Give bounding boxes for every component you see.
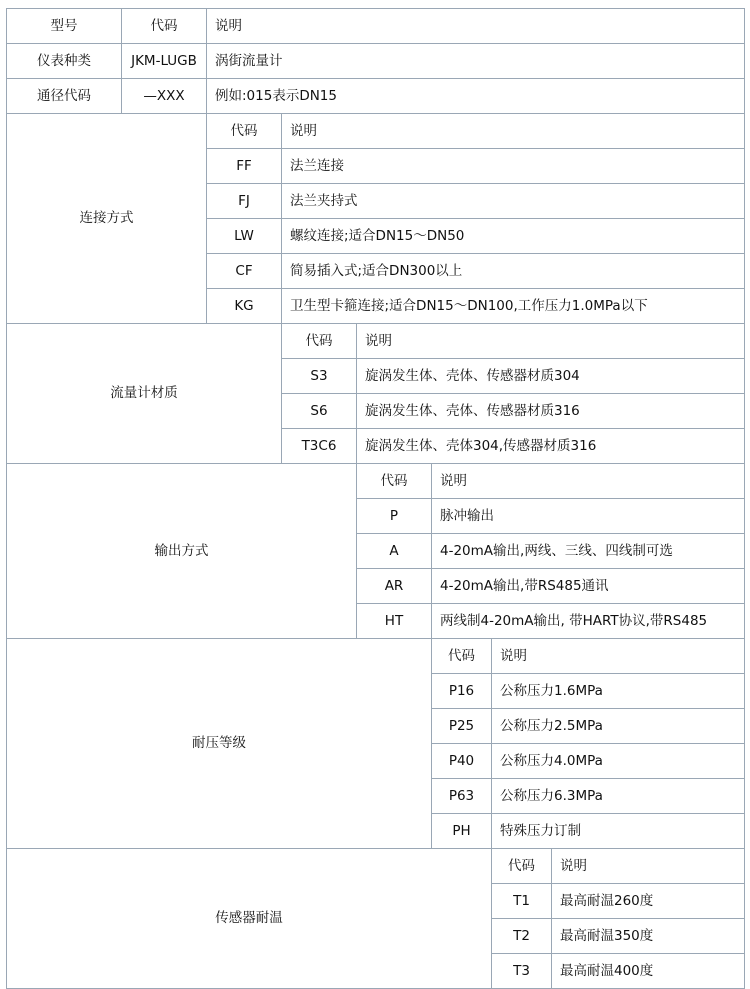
item-desc: 公称压力1.6MPa — [492, 674, 745, 709]
item-desc: 公称压力4.0MPa — [492, 744, 745, 779]
subheader-code-output: 代码 — [357, 464, 432, 499]
subheader-code-pressure: 代码 — [432, 639, 492, 674]
subheader-desc-output: 说明 — [432, 464, 745, 499]
section-subheader-row — [7, 324, 745, 359]
item-desc: 公称压力6.3MPa — [492, 779, 745, 814]
item-code: S3 — [282, 359, 357, 394]
table-header-row — [7, 9, 745, 44]
table-row — [7, 44, 745, 79]
item-desc: 简易插入式;适合DN300以上 — [282, 254, 745, 289]
section-subheader-row — [7, 464, 745, 499]
header-desc: 说明 — [207, 9, 745, 44]
item-desc: 最高耐温400度 — [552, 954, 745, 989]
header-code: 代码 — [122, 9, 207, 44]
item-code: PH — [432, 814, 492, 849]
subheader-desc-connection: 说明 — [282, 114, 745, 149]
section-label-material: 流量计材质 — [7, 324, 282, 464]
item-desc: 旋涡发生体、壳体、传感器材质304 — [357, 359, 745, 394]
item-code: P40 — [432, 744, 492, 779]
item-desc: 旋涡发生体、壳体304,传感器材质316 — [357, 429, 745, 464]
row-desc-instrument-type: 涡街流量计 — [207, 44, 745, 79]
section-subheader-row — [7, 639, 745, 674]
item-desc: 最高耐温350度 — [552, 919, 745, 954]
row-label-instrument-type: 仪表种类 — [7, 44, 122, 79]
subheader-desc-temperature: 说明 — [552, 849, 745, 884]
section-subheader-row — [7, 114, 745, 149]
item-desc: 旋涡发生体、壳体、传感器材质316 — [357, 394, 745, 429]
row-code-bore-code: —XXX — [122, 79, 207, 114]
row-code-instrument-type: JKM-LUGB — [122, 44, 207, 79]
item-desc: 卫生型卡箍连接;适合DN15～DN100,工作压力1.0MPa以下 — [282, 289, 745, 324]
item-code: T1 — [492, 884, 552, 919]
table-row — [7, 79, 745, 114]
item-desc: 两线制4-20mA输出, 带HART协议,带RS485 — [432, 604, 745, 639]
item-code: P16 — [432, 674, 492, 709]
item-code: T2 — [492, 919, 552, 954]
item-desc: 脉冲输出 — [432, 499, 745, 534]
row-desc-bore-code: 例如:015表示DN15 — [207, 79, 745, 114]
subheader-desc-pressure: 说明 — [492, 639, 745, 674]
header-model: 型号 — [7, 9, 122, 44]
item-desc: 4-20mA输出,带RS485通讯 — [432, 569, 745, 604]
section-label-temperature: 传感器耐温 — [7, 849, 492, 989]
item-code: AR — [357, 569, 432, 604]
item-desc: 法兰夹持式 — [282, 184, 745, 219]
item-code: KG — [207, 289, 282, 324]
item-code: LW — [207, 219, 282, 254]
item-code: S6 — [282, 394, 357, 429]
item-code: CF — [207, 254, 282, 289]
subheader-code-temperature: 代码 — [492, 849, 552, 884]
subheader-code-material: 代码 — [282, 324, 357, 359]
specification-table — [6, 8, 745, 989]
item-desc: 公称压力2.5MPa — [492, 709, 745, 744]
item-code: P63 — [432, 779, 492, 814]
item-desc: 法兰连接 — [282, 149, 745, 184]
item-code: A — [357, 534, 432, 569]
item-desc: 特殊压力订制 — [492, 814, 745, 849]
item-code: FF — [207, 149, 282, 184]
section-label-output: 输出方式 — [7, 464, 357, 639]
item-desc: 螺纹连接;适合DN15～DN50 — [282, 219, 745, 254]
section-label-pressure: 耐压等级 — [7, 639, 432, 849]
item-code: P — [357, 499, 432, 534]
item-desc: 4-20mA输出,两线、三线、四线制可选 — [432, 534, 745, 569]
item-desc: 最高耐温260度 — [552, 884, 745, 919]
section-subheader-row — [7, 849, 745, 884]
row-label-bore-code: 通径代码 — [7, 79, 122, 114]
item-code: T3C6 — [282, 429, 357, 464]
section-label-connection: 连接方式 — [7, 114, 207, 324]
item-code: T3 — [492, 954, 552, 989]
subheader-code-connection: 代码 — [207, 114, 282, 149]
subheader-desc-material: 说明 — [357, 324, 745, 359]
item-code: FJ — [207, 184, 282, 219]
item-code: P25 — [432, 709, 492, 744]
item-code: HT — [357, 604, 432, 639]
